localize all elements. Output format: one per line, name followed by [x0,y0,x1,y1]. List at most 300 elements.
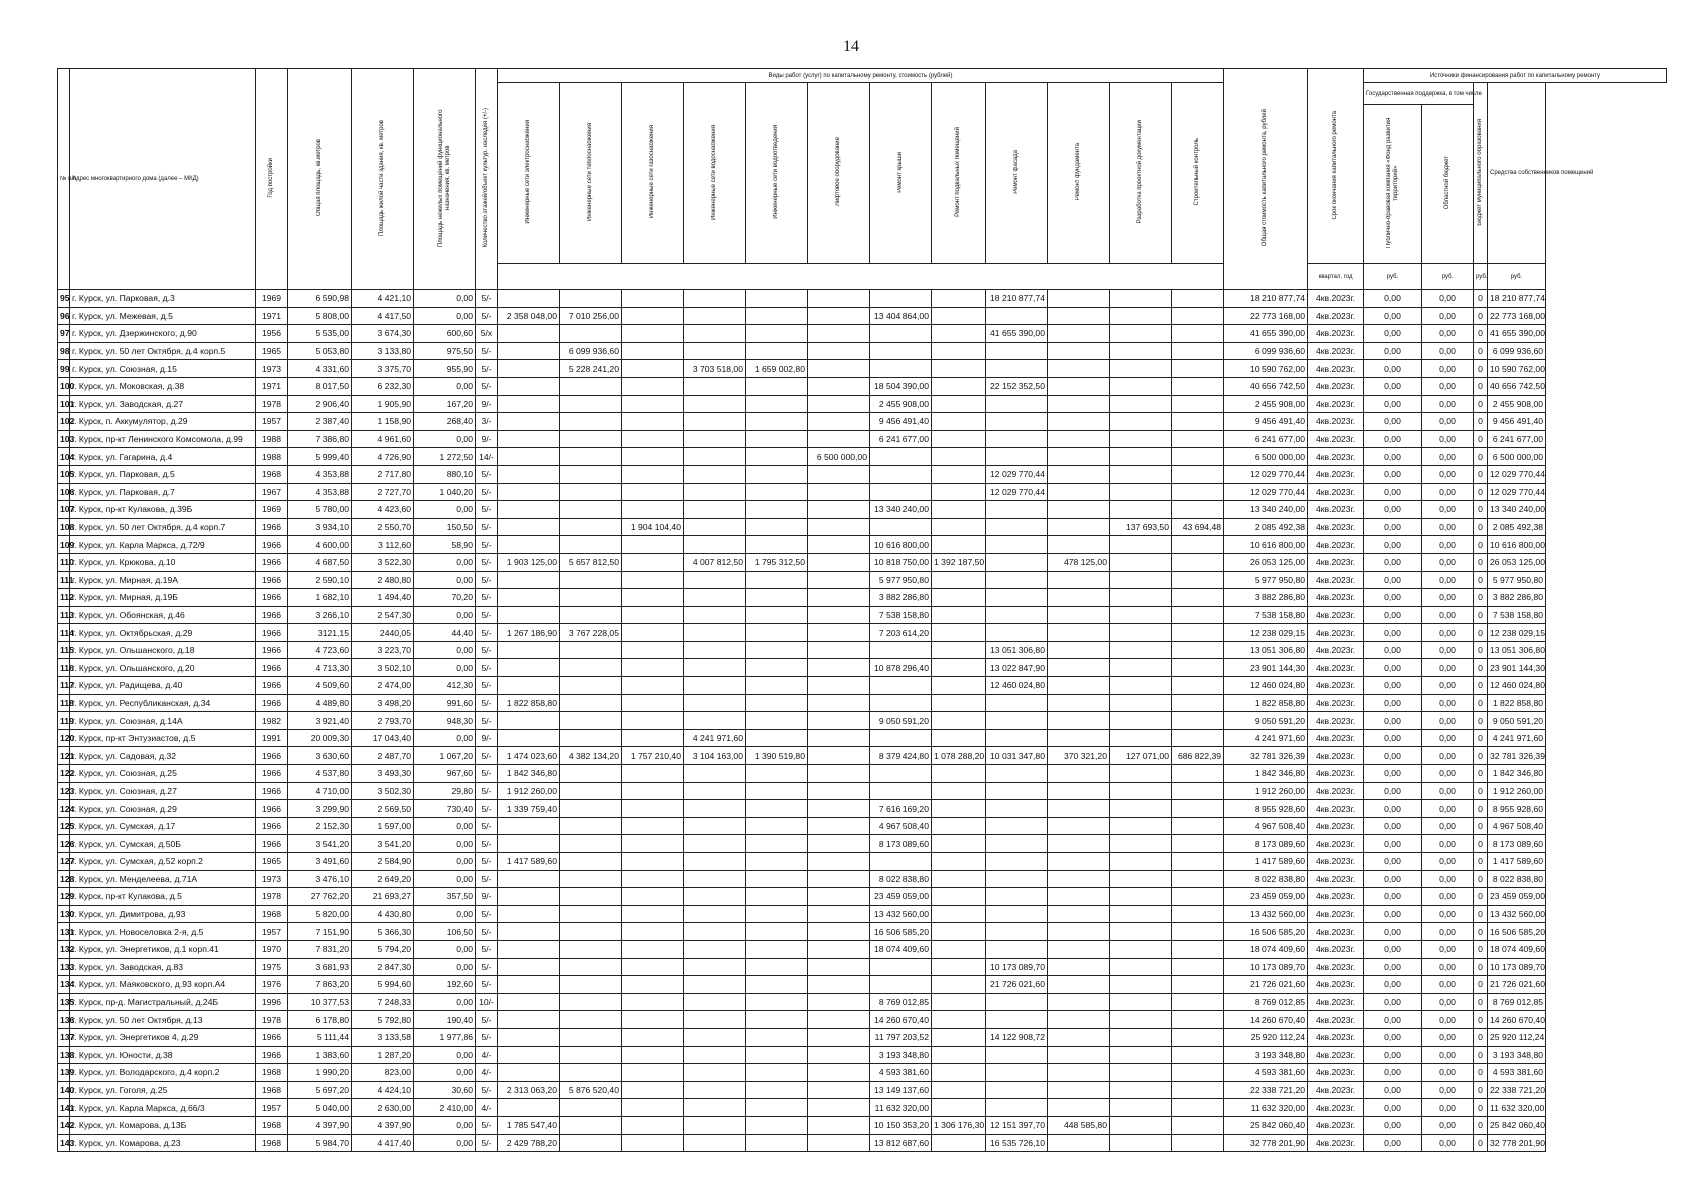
table-row [58,817,1667,835]
row-number: 114 [58,624,70,642]
row-work-cost [1172,677,1224,695]
row-work-cost: 1 903 125,00 [498,553,560,571]
row-owners: 14 260 670,40 [1488,1011,1546,1029]
row-year: 1966 [256,571,288,589]
header-works-group: Виды работ (услуг) по капитальному ремонту, стоимость (рублей) [498,69,1224,83]
row-year: 1957 [256,1099,288,1117]
row-nonliving-area: 1 272,50 [414,448,476,466]
row-work-cost [1048,1028,1110,1046]
row-work-cost [1048,641,1110,659]
row-regional: 0,00 [1422,782,1474,800]
row-total-cost: 8 173 089,60 [1224,835,1308,853]
row-work-cost [1110,993,1172,1011]
row-nonliving-area: 150,50 [414,518,476,536]
row-number: 115 [58,641,70,659]
row-work-cost [498,589,560,607]
row-address: г. Курск, ул. Димитрова, д.93 [70,905,256,923]
row-total-cost: 4 593 381,60 [1224,1064,1308,1082]
row-regional: 0,00 [1422,1116,1474,1134]
table-row [58,641,1667,659]
row-floors: 5/- [476,1011,498,1029]
row-work-cost [986,430,1048,448]
row-work-cost [808,571,870,589]
row-owners: 6 500 000,00 [1488,448,1546,466]
row-work-cost [560,712,622,730]
row-work-cost [808,413,870,431]
row-address: г. Курск, ул. Комарова, д.23 [70,1134,256,1152]
row-floors: 5/- [476,553,498,571]
row-deadline: 4кв.2023г. [1308,553,1364,571]
row-work-cost [622,765,684,783]
row-work-cost [560,290,622,308]
row-work-cost [1110,694,1172,712]
table-row [58,536,1667,554]
row-fund: 0,00 [1364,958,1422,976]
row-owners: 32 778 201,90 [1488,1134,1546,1152]
row-work-cost [560,800,622,818]
row-work-cost [1048,377,1110,395]
row-work-cost [746,448,808,466]
row-work-cost [684,958,746,976]
row-owners: 7 538 158,80 [1488,606,1546,624]
row-work-cost [622,1099,684,1117]
row-total-cost: 2 085 492,38 [1224,518,1308,536]
row-nonliving-area: 0,00 [414,553,476,571]
row-fund: 0,00 [1364,870,1422,888]
row-deadline: 4кв.2023г. [1308,606,1364,624]
row-fund: 0,00 [1364,430,1422,448]
row-nonliving-area: 955,90 [414,360,476,378]
row-work-cost [622,853,684,871]
row-year: 1973 [256,360,288,378]
row-year: 1957 [256,923,288,941]
row-work-cost [560,1134,622,1152]
row-address: г. Курск, ул. Парковая, д.5 [70,465,256,483]
row-living-area: 2 569,50 [352,800,414,818]
table-row [58,342,1667,360]
row-work-cost [1048,958,1110,976]
row-work-cost [746,589,808,607]
row-work-cost [746,800,808,818]
row-municipal: 0 [1474,290,1488,308]
row-floors: 5/- [476,1134,498,1152]
row-work-cost [932,1046,986,1064]
row-work-cost [560,782,622,800]
row-total-area: 27 762,20 [288,888,352,906]
row-number: 102 [58,413,70,431]
row-total-area: 8 017,50 [288,377,352,395]
header-work-elevator: Лифтовое оборудование [835,137,841,207]
row-work-cost [684,395,746,413]
row-work-cost [1172,817,1224,835]
row-total-area: 7 863,20 [288,976,352,994]
row-floors: 5/- [476,641,498,659]
row-deadline: 4кв.2023г. [1308,888,1364,906]
row-work-cost [1110,589,1172,607]
row-work-cost [808,835,870,853]
row-work-cost [684,571,746,589]
row-year: 1988 [256,448,288,466]
row-work-cost [498,377,560,395]
table-row [58,395,1667,413]
row-work-cost [498,712,560,730]
row-work-cost [1048,923,1110,941]
row-regional: 0,00 [1422,430,1474,448]
row-work-cost [808,1028,870,1046]
row-work-cost [932,624,986,642]
row-total-cost: 13 432 560,00 [1224,905,1308,923]
row-work-cost [808,377,870,395]
row-municipal: 0 [1474,747,1488,765]
row-nonliving-area: 412,30 [414,677,476,695]
row-floors: 4/- [476,1064,498,1082]
row-municipal: 0 [1474,448,1488,466]
row-living-area: 3 133,58 [352,1028,414,1046]
row-work-cost [1048,518,1110,536]
row-total-area: 1 682,10 [288,589,352,607]
row-work-cost [684,290,746,308]
row-municipal: 0 [1474,465,1488,483]
row-work-cost [622,501,684,519]
row-regional: 0,00 [1422,800,1474,818]
row-total-area: 5 999,40 [288,448,352,466]
row-number: 140 [58,1081,70,1099]
row-work-cost [746,853,808,871]
row-work-cost [684,342,746,360]
row-municipal: 0 [1474,1064,1488,1082]
row-work-cost [498,940,560,958]
row-work-cost [684,624,746,642]
row-address: г. Курск, ул. Крюкова, д.10 [70,553,256,571]
table-row [58,923,1667,941]
row-work-cost [684,940,746,958]
row-floors: 5/- [476,712,498,730]
row-work-cost [808,624,870,642]
row-work-cost [684,589,746,607]
row-floors: 5/- [476,501,498,519]
row-owners: 4 241 971,60 [1488,729,1546,747]
header-state-support: Государственная поддержка, в том числе [1364,83,1474,105]
row-number: 108 [58,518,70,536]
row-owners: 10 590 762,00 [1488,360,1546,378]
row-work-cost [1172,290,1224,308]
row-floors: 5/- [476,536,498,554]
row-address: г. Курск, ул. Маяковского, д.93 корп.А4 [70,976,256,994]
row-work-cost [1048,1011,1110,1029]
row-number: 124 [58,800,70,818]
row-work-cost [808,1081,870,1099]
header-work-facade: Ремонт фасада [1013,150,1019,194]
row-nonliving-area: 0,00 [414,641,476,659]
row-work-cost [1110,1116,1172,1134]
row-work-cost [808,360,870,378]
row-work-cost [808,765,870,783]
table-row [58,958,1667,976]
row-regional: 0,00 [1422,993,1474,1011]
row-address: г. Курск, ул. Карла Маркса, д.66/3 [70,1099,256,1117]
row-nonliving-area: 0,00 [414,729,476,747]
row-work-cost [622,993,684,1011]
row-work-cost [498,888,560,906]
row-fund: 0,00 [1364,553,1422,571]
row-work-cost [622,465,684,483]
row-work-cost [870,483,932,501]
row-work-cost [1048,993,1110,1011]
row-work-cost [1110,413,1172,431]
row-work-cost [986,993,1048,1011]
row-work-cost [622,1028,684,1046]
row-deadline: 4кв.2023г. [1308,624,1364,642]
row-work-cost [560,606,622,624]
row-work-cost [684,448,746,466]
row-work-cost: 13 149 137,60 [870,1081,932,1099]
row-work-cost [746,765,808,783]
row-work-cost [684,641,746,659]
row-total-cost: 41 655 390,00 [1224,325,1308,343]
row-total-cost: 32 778 201,90 [1224,1134,1308,1152]
row-owners: 1 912 260,00 [1488,782,1546,800]
row-deadline: 4кв.2023г. [1308,677,1364,695]
row-work-cost [498,905,560,923]
row-work-cost: 137 693,50 [1110,518,1172,536]
row-total-area: 4 331,60 [288,360,352,378]
row-work-cost [746,413,808,431]
row-work-cost: 9 456 491,40 [870,413,932,431]
row-work-cost: 16 535 726,10 [986,1134,1048,1152]
row-deadline: 4кв.2023г. [1308,1081,1364,1099]
row-nonliving-area: 0,00 [414,430,476,448]
row-living-area: 4 961,60 [352,430,414,448]
row-number: 116 [58,659,70,677]
row-number: 118 [58,694,70,712]
row-work-cost [1172,571,1224,589]
row-work-cost: 127 071,00 [1110,747,1172,765]
row-work-cost [986,765,1048,783]
row-work-cost [808,290,870,308]
row-work-cost [622,483,684,501]
row-work-cost [622,360,684,378]
row-number: 141 [58,1099,70,1117]
header-owners: Средства собственников помещений [1488,83,1546,264]
row-work-cost [808,307,870,325]
row-work-cost [622,888,684,906]
header-works-spacer [498,264,1224,290]
row-address: г. Курск, ул. Союзная, д.27 [70,782,256,800]
row-work-cost: 13 432 560,00 [870,905,932,923]
row-work-cost [622,307,684,325]
row-owners: 1 822 858,80 [1488,694,1546,712]
row-work-cost [684,501,746,519]
row-work-cost [1172,712,1224,730]
row-work-cost [746,694,808,712]
row-work-cost [622,712,684,730]
row-regional: 0,00 [1422,307,1474,325]
row-work-cost: 8 173 089,60 [870,835,932,853]
row-regional: 0,00 [1422,395,1474,413]
row-total-cost: 6 099 936,60 [1224,342,1308,360]
row-work-cost [498,290,560,308]
row-work-cost: 1 390 519,80 [746,747,808,765]
row-nonliving-area: 880,10 [414,465,476,483]
row-work-cost: 1 904 104,40 [622,518,684,536]
row-owners: 13 432 560,00 [1488,905,1546,923]
row-floors: 5/- [476,958,498,976]
row-fund: 0,00 [1364,712,1422,730]
row-total-area: 7 831,20 [288,940,352,958]
row-work-cost [1110,536,1172,554]
row-owners: 5 977 950,80 [1488,571,1546,589]
table-row [58,1064,1667,1082]
row-total-area: 5 820,00 [288,905,352,923]
row-owners: 6 241 677,00 [1488,430,1546,448]
row-work-cost [986,782,1048,800]
row-work-cost [1172,342,1224,360]
row-work-cost [684,1134,746,1152]
row-total-area: 5 780,00 [288,501,352,519]
row-owners: 2 455 908,00 [1488,395,1546,413]
row-work-cost [808,976,870,994]
table-row [58,765,1667,783]
row-work-cost: 1 392 187,50 [932,553,986,571]
row-total-cost: 5 977 950,80 [1224,571,1308,589]
row-total-area: 5 984,70 [288,1134,352,1152]
row-work-cost: 1 306 176,30 [932,1116,986,1134]
row-work-cost [622,782,684,800]
row-work-cost [1110,729,1172,747]
table-row [58,782,1667,800]
row-regional: 0,00 [1422,290,1474,308]
row-work-cost [1172,1099,1224,1117]
row-regional: 0,00 [1422,553,1474,571]
row-work-cost [746,641,808,659]
table-row [58,1011,1667,1029]
row-total-cost: 8 022 838,80 [1224,870,1308,888]
row-work-cost: 1 659 002,80 [746,360,808,378]
row-total-cost: 7 538 158,80 [1224,606,1308,624]
row-work-cost [1110,360,1172,378]
row-work-cost: 7 538 158,80 [870,606,932,624]
row-floors: 5/- [476,800,498,818]
row-nonliving-area: 268,40 [414,413,476,431]
row-deadline: 4кв.2023г. [1308,905,1364,923]
row-work-cost [498,606,560,624]
row-total-cost: 13 051 306,80 [1224,641,1308,659]
row-work-cost [986,712,1048,730]
table-row [58,659,1667,677]
row-municipal: 0 [1474,553,1488,571]
table-row [58,1134,1667,1152]
row-living-area: 3 541,20 [352,835,414,853]
row-year: 1991 [256,729,288,747]
row-regional: 0,00 [1422,501,1474,519]
row-deadline: 4кв.2023г. [1308,1028,1364,1046]
row-work-cost [684,518,746,536]
row-address: г. Курск, пр-кт Ленинского Комсомола, д.99 [70,430,256,448]
row-year: 1966 [256,553,288,571]
row-work-cost [746,958,808,976]
row-work-cost [1110,765,1172,783]
row-work-cost: 3 767 228,05 [560,624,622,642]
row-floors: 5/- [476,923,498,941]
row-total-cost: 25 842 060,40 [1224,1116,1308,1134]
row-floors: 5/- [476,518,498,536]
row-year: 1968 [256,905,288,923]
row-work-cost [1048,659,1110,677]
row-floors: 5/- [476,571,498,589]
row-fund: 0,00 [1364,835,1422,853]
row-work-cost [1172,694,1224,712]
row-total-cost: 18 210 877,74 [1224,290,1308,308]
row-total-area: 4 713,30 [288,659,352,677]
row-work-cost [986,1099,1048,1117]
row-work-cost [498,835,560,853]
row-work-cost: 10 818 750,00 [870,553,932,571]
row-total-cost: 4 967 508,40 [1224,817,1308,835]
row-deadline: 4кв.2023г. [1308,659,1364,677]
row-work-cost [746,712,808,730]
row-nonliving-area: 0,00 [414,835,476,853]
row-work-cost [684,430,746,448]
row-work-cost [622,923,684,941]
row-fund: 0,00 [1364,501,1422,519]
row-living-area: 3 375,70 [352,360,414,378]
row-work-cost: 1 339 759,40 [498,800,560,818]
row-municipal: 0 [1474,976,1488,994]
row-living-area: 2 717,80 [352,465,414,483]
row-year: 1965 [256,853,288,871]
row-regional: 0,00 [1422,870,1474,888]
row-work-cost [870,465,932,483]
row-nonliving-area: 0,00 [414,1064,476,1082]
row-work-cost [746,1011,808,1029]
row-living-area: 3 133,80 [352,342,414,360]
row-address: г. Курск, ул. Дзержинского, д.90 [70,325,256,343]
row-work-cost: 10 031 347,80 [986,747,1048,765]
row-owners: 12 460 024,80 [1488,677,1546,695]
row-work-cost: 18 210 877,74 [986,290,1048,308]
row-work-cost [560,853,622,871]
row-work-cost [1172,993,1224,1011]
row-deadline: 4кв.2023г. [1308,518,1364,536]
row-work-cost [986,536,1048,554]
table-row [58,483,1667,501]
row-work-cost [932,360,986,378]
row-living-area: 2 649,20 [352,870,414,888]
row-work-cost: 4 007 812,50 [684,553,746,571]
row-nonliving-area: 600,60 [414,325,476,343]
row-fund: 0,00 [1364,641,1422,659]
row-municipal: 0 [1474,958,1488,976]
table-row [58,377,1667,395]
row-owners: 10 173 089,70 [1488,958,1546,976]
row-work-cost [932,835,986,853]
row-address: г. Курск, ул. Обоянская, д.46 [70,606,256,624]
row-work-cost [808,747,870,765]
row-work-cost: 12 029 770,44 [986,483,1048,501]
row-work-cost: 7 616 169,20 [870,800,932,818]
row-year: 1971 [256,307,288,325]
row-total-area: 4 710,00 [288,782,352,800]
row-year: 1969 [256,501,288,519]
table-row [58,800,1667,818]
row-owners: 4 593 381,60 [1488,1064,1546,1082]
row-work-cost [986,888,1048,906]
row-fund: 0,00 [1364,465,1422,483]
row-living-area: 3 502,10 [352,659,414,677]
row-work-cost [870,641,932,659]
row-living-area: 2 793,70 [352,712,414,730]
row-regional: 0,00 [1422,765,1474,783]
